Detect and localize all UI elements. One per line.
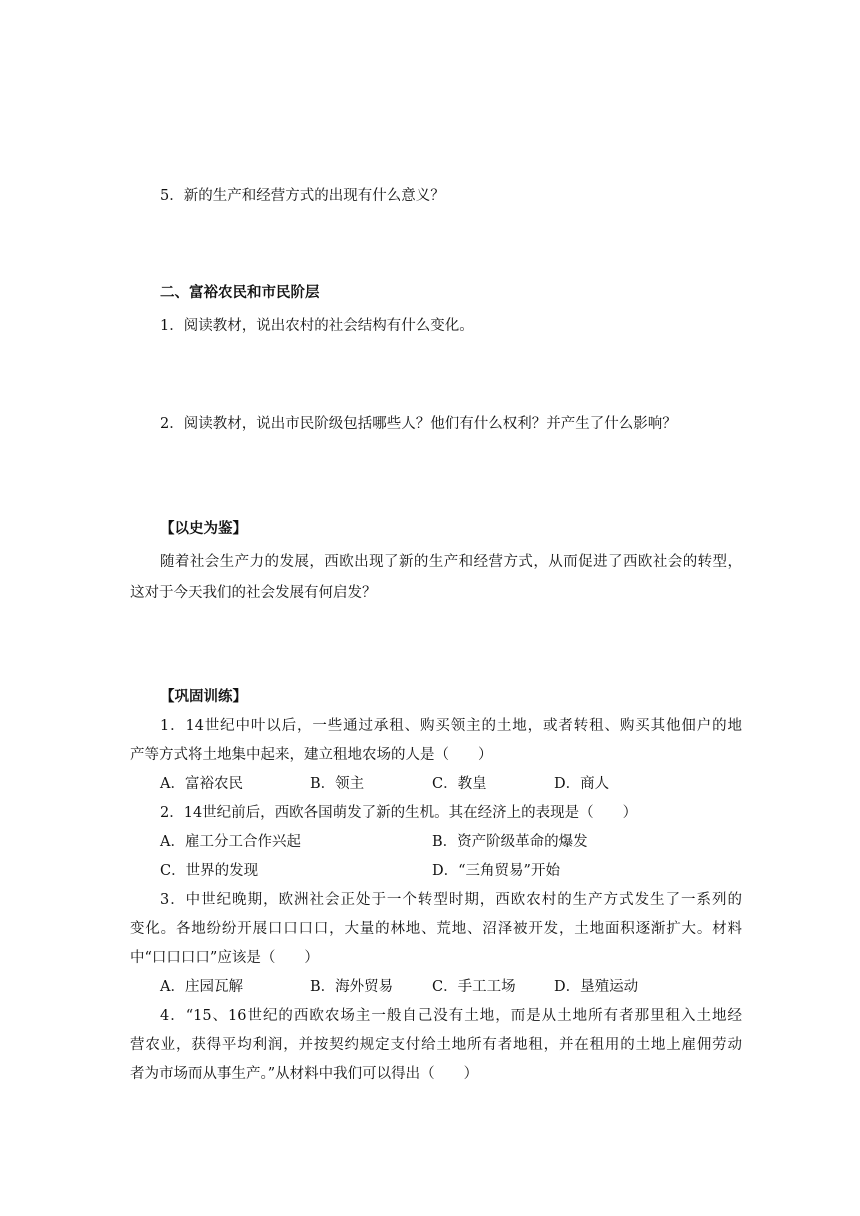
option-c[interactable]: C．手工工场 — [432, 979, 516, 995]
practice-q3-line-3: 中“口口口口”应该是（ ） — [130, 950, 319, 966]
question-5: 5．新的生产和经营方式的出现有什么意义？ — [160, 188, 445, 204]
practice-q1-line-2: 产等方式将土地集中起来，建立租地农场的人是（ ） — [130, 747, 493, 763]
section2-question-2: 2．阅读教材，说出市民阶级包括哪些人？他们有什么权利？并产生了什么影响？ — [160, 416, 677, 432]
practice-q3-line-1: 3．中世纪晚期，欧洲社会正处于一个转型时期，西欧农村的生产方式发生了一系列的 — [160, 892, 742, 908]
practice-q4-line-3: 者为市场而从事生产。”从材料中我们可以得出（ ） — [130, 1066, 479, 1082]
option-d[interactable]: D．商人 — [554, 776, 610, 792]
option-d[interactable]: D．“三角贸易”开始 — [432, 863, 560, 879]
section-heading-wealthy-farmers: 二、富裕农民和市民阶层 — [160, 285, 320, 301]
option-b[interactable]: B．领主 — [310, 776, 365, 792]
option-b[interactable]: B．海外贸易 — [310, 979, 394, 995]
practice-q4-line-2: 营农业，获得平均利润，并按契约规定支付给土地所有者地租，并在租用的土地上雇佣劳动 — [130, 1037, 742, 1053]
history-lesson-line-1: 随着社会生产力的发展，西欧出现了新的生产和经营方式，从而促进了西欧社会的转型， — [160, 554, 742, 570]
section2-question-1: 1．阅读教材，说出农村的社会结构有什么变化。 — [160, 318, 474, 334]
option-c[interactable]: C．教皇 — [432, 776, 487, 792]
practice-q3-line-2: 变化。各地纷纷开展口口口口，大量的林地、荒地、沼泽被开发，土地面积逐渐扩大。材料 — [130, 921, 742, 937]
history-lesson-line-2: 这对于今天我们的社会发展有何启发？ — [130, 585, 377, 601]
option-d[interactable]: D．垦殖运动 — [554, 979, 639, 995]
option-a[interactable]: A．富裕农民 — [160, 776, 243, 792]
practice-q4-line-1: 4．“15、16世纪的西欧农场主一般自己没有土地，而是从土地所有者那里租入土地经 — [160, 1008, 742, 1024]
practice-q1-line-1: 1．14世纪中叶以后，一些通过承租、购买领主的土地，或者转租、购买其他佃户的地 — [160, 718, 742, 734]
practice-q2-line-1: 2．14世纪前后，西欧各国萌发了新的生机。其在经济上的表现是（ ） — [160, 805, 638, 821]
option-c[interactable]: C．世界的发现 — [160, 863, 259, 879]
option-a[interactable]: A．庄园瓦解 — [160, 979, 243, 995]
history-lesson-heading: 【以史为鉴】 — [160, 521, 247, 537]
option-a[interactable]: A．雇工分工合作兴起 — [160, 834, 301, 850]
option-b[interactable]: B．资产阶级革命的爆发 — [432, 834, 588, 850]
practice-heading: 【巩固训练】 — [160, 689, 247, 705]
